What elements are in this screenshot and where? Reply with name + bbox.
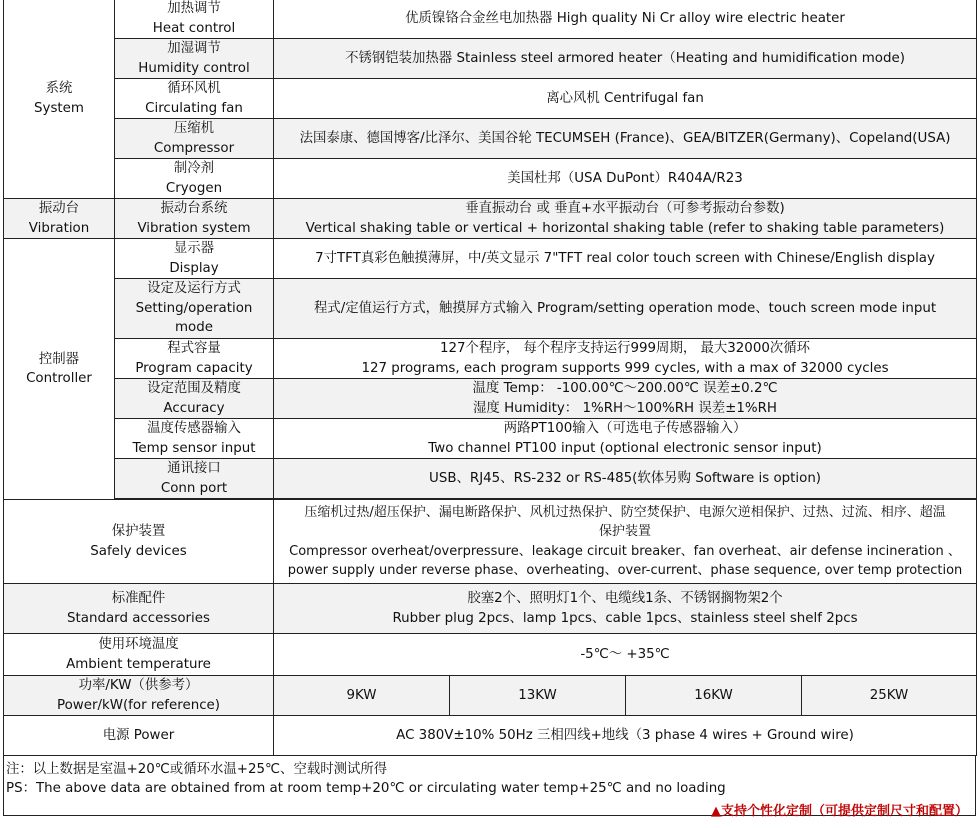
footnote-en: PS：The above data are obtained from at room temp+20℃ or circulating water temp+25℃ and no loading: [6, 781, 726, 796]
value-display: 7寸TFT真彩色触摸薄屏，中/英文显示 7"TFT real color touch screen with Chinese/English display: [274, 239, 977, 279]
value-sensor: 两路PT100输入（可选电子传感器输入） Two channel PT100 input (optional electronic sensor input): [274, 419, 977, 459]
label-conn: 通讯接口 Conn port: [115, 459, 274, 499]
value-vib-system: 垂直振动台 或 垂直+水平振动台（可参考振动台参数) Vertical shaking table or vertical + horizontal shaking table (refer to shaking table parameters): [274, 199, 977, 239]
label-compressor: 压缩机 Compressor: [115, 119, 274, 159]
group-vibration: 振动台 Vibration: [4, 199, 115, 239]
value-cryogen: 美国杜邦（USA DuPont）R404A/R23: [274, 159, 977, 199]
label-heat: 加热调节 Heat control: [115, 0, 274, 39]
label-accessories: 标准配件 Standard accessories: [4, 584, 274, 634]
value-fan: 离心风机 Centrifugal fan: [274, 79, 977, 119]
value-supply: AC 380V±10% 50Hz 三相四线+地线（3 phase 4 wires + Ground wire): [274, 716, 977, 756]
value-humidity: 不锈钢铠装加热器 Stainless steel armored heater（Heating and humidification mode): [274, 39, 977, 79]
custom-note: ▲支持个性化定制（可提供定制尺寸和配置）: [711, 804, 968, 819]
label-program: 程式容量 Program capacity: [115, 339, 274, 379]
label-ambient: 使用环境温度 Ambient temperature: [4, 634, 274, 676]
value-accessories: 胶塞2个、照明灯1个、电缆线1条、不锈钢搁物架2个 Rubber plug 2pcs、lamp 1pcs、cable 1pcs、stainless steel shelf 2pcs: [274, 584, 977, 634]
value-power-1: 9KW: [274, 676, 450, 716]
group-system: 系统 System: [4, 0, 115, 199]
footnote: [6, 760, 726, 798]
label-power: 功率/KW（供参考） Power/kW(for reference): [4, 676, 274, 716]
value-conn: USB、RJ45、RS-232 or RS-485(软体另购 Software is option): [274, 459, 977, 499]
label-protect: 保护装置 Safely devices: [4, 500, 274, 584]
value-power-3: 16KW: [626, 676, 802, 716]
label-setting: 设定及运行方式 Setting/operation mode: [115, 279, 274, 339]
label-sensor: 温度传感器输入 Temp sensor input: [115, 419, 274, 459]
spec-table: [3, 0, 977, 756]
value-compressor: 法国泰康、德国博客/比泽尔、美国谷轮 TECUMSEH (France)、GEA/BITZER(Germany)、Copeland(USA): [274, 119, 977, 159]
label-fan: 循环风机 Circulating fan: [115, 79, 274, 119]
label-display: 显示器 Display: [115, 239, 274, 279]
label-cryogen: 制冷剂 Cryogen: [115, 159, 274, 199]
value-program: 127个程序， 每个程序支持运行999周期， 最大32000次循环 127 programs, each program supports 999 cycles, with a max of 32000 cycles: [274, 339, 977, 379]
group-controller: 控制器 Controller: [4, 239, 115, 500]
label-supply: 电源 Power: [4, 716, 274, 756]
footnote-cn: 注：以上数据是室温+20℃或循环水温+25℃、空载时测试所得: [6, 762, 388, 777]
label-humidity: 加湿调节 Humidity control: [115, 39, 274, 79]
value-setting: 程式/定值运行方式，触摸屏方式输入 Program/setting operation mode、touch screen mode input: [274, 279, 977, 339]
label-vib-system: 振动台系统 Vibration system: [115, 199, 274, 239]
value-ambient: -5℃～ +35℃: [274, 634, 977, 676]
value-power-2: 13KW: [450, 676, 626, 716]
value-protect: 压缩机过热/超压保护、漏电断路保护、风机过热保护、防空焚保护、电源欠逆相保护、过热、过流、相序、超温 保护装置 Compressor overheat/overpressure、leakage circuit breaker、fan overheat、air defense incineration 、 power supply under reverse phase、overheating、over-current、phase sequence, over temp protection: [274, 500, 977, 584]
value-power-4: 25KW: [802, 676, 977, 716]
value-heat: 优质镍铬合金丝电加热器 High quality Ni Cr alloy wire electric heater: [274, 0, 977, 39]
label-accuracy: 设定范围及精度 Accuracy: [115, 379, 274, 419]
value-accuracy: 温度 Temp： -100.00℃～200.00℃ 误差±0.2℃ 湿度 Humidity： 1%RH～100%RH 误差±1%RH: [274, 379, 977, 419]
